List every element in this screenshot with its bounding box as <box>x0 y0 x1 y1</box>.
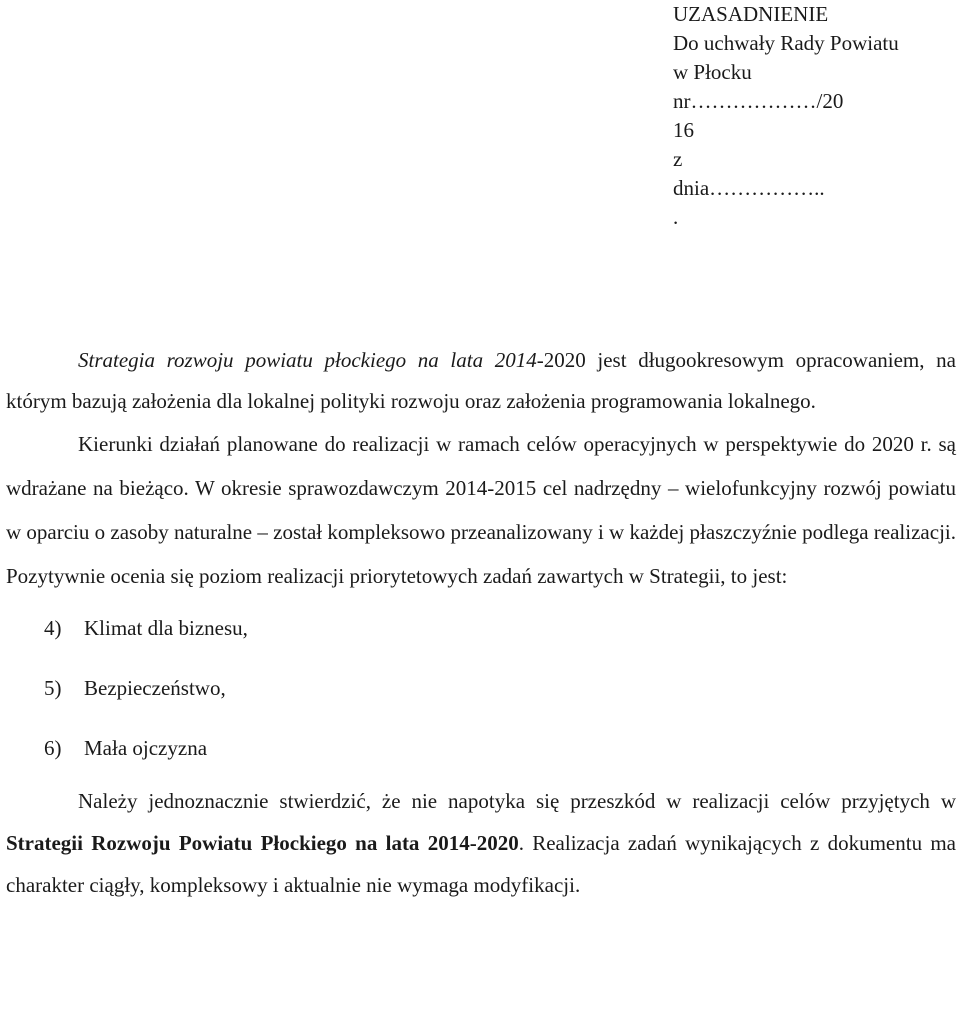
header-line-resolution: Do uchwały Rady Powiatu <box>673 31 899 55</box>
paragraph-strategy-intro <box>6 340 956 422</box>
header-line-number: nr………………/20 <box>673 89 844 113</box>
list-item-text: Klimat dla biznesu, <box>84 616 248 640</box>
list-item <box>6 598 956 658</box>
strategy-title-italic: Strategia rozwoju powiatu płockiego na lata 2014 <box>78 348 537 372</box>
list-item-number: 5) <box>44 676 62 700</box>
document-header <box>673 0 960 232</box>
strategy-title-bold: Strategii Rozwoju Powiatu Płockiego na lata 2014-2020 <box>6 831 519 855</box>
conclusion-before: Należy jednoznacznie stwierdzić, że nie napotyka się przeszkód w realizacji celów przyjętych w <box>78 789 956 813</box>
list-item-text: Mała ojczyzna <box>84 736 208 760</box>
document-body <box>6 340 956 906</box>
paragraph-conclusion <box>6 780 956 906</box>
paragraph-directions: Kierunki działań planowane do realizacji w ramach celów operacyjnych w perspektywie do 2020 r. są wdrażane na bieżąco. W okresie sprawozdawczym 2014-2015 cel nadrzędny – wielofunkcyjny rozwój powiatu w oparciu o zasoby naturalne – został kompleksowo przeanalizowany i w każdej płaszczyźnie podlega realizacji. Pozytywnie ocenia się poziom realizacji priorytetowych zadań zawartych w Strategii, to jest: <box>6 432 956 588</box>
conclusion-after: . Realizacja zadań wynikających z dokumentu ma charakter ciągły, kompleksowy i aktualnie nie wymaga modyfikacji. <box>6 831 957 897</box>
priority-list <box>6 598 956 778</box>
header-line-date: dnia…………….. <box>673 176 825 200</box>
list-item-number: 4) <box>44 616 62 640</box>
list-item-text: Bezpieczeństwo, <box>84 676 226 700</box>
list-item-number: 6) <box>44 736 62 760</box>
list-item <box>6 718 956 778</box>
list-item <box>6 658 956 718</box>
header-title: UZASADNIENIE <box>673 2 829 26</box>
header-line-dot: . <box>673 205 679 229</box>
header-line-city: w Płocku <box>673 60 752 84</box>
header-line-year: 16 <box>673 118 694 142</box>
header-line-z: z <box>673 147 683 171</box>
paragraph1-rest: -2020 jest długookresowym opracowaniem, na którym bazują założenia dla lokalnej polityki rozwoju oraz założenia programowania lokalnego. <box>6 348 956 413</box>
